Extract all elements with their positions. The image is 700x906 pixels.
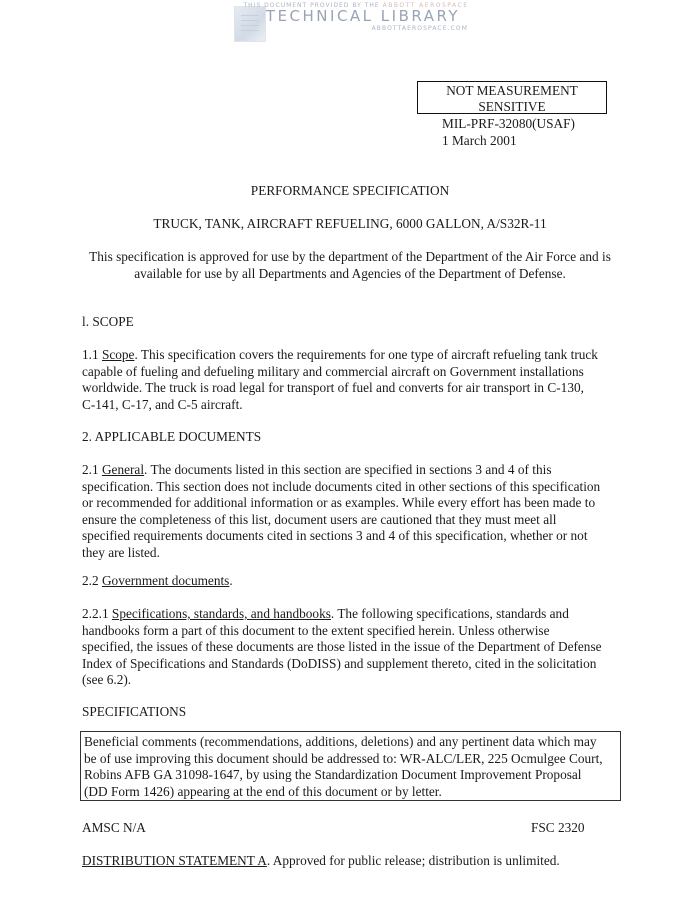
box-line-2: SENSITIVE [478, 99, 546, 114]
text-line: C-141, C-17, and C-5 aircraft. [82, 396, 243, 412]
text-line: be of use improving this document should be addressed to: WR-ALC/LER, 225 Ocmulgee Court, [84, 750, 603, 766]
text-line: Beneficial comments (recommendations, additions, deletions) and any pertinent data which may [84, 734, 597, 749]
text-line: specified, the issues of these documents are those listed in the issue of the Department of Defense [82, 639, 602, 655]
text-line: . This specification covers the requirements for one type of aircraft refueling tank truck [134, 347, 598, 362]
watermark-url: ABBOTTAEROSPACE.COM [371, 25, 468, 32]
text-line: capable of fueling and defueling military and commercial aircraft on Government installations [82, 363, 584, 379]
doc-id: MIL-PRF-32080(USAF) [442, 116, 575, 131]
section-title: General [101, 462, 145, 477]
text-line: Robins AFB GA 31098-1647, by using the Standardization Document Improvement Proposal [84, 767, 582, 783]
text-line: specified requirements documents cited in sections 3 and 4 of this specification, whether or not [82, 528, 588, 544]
item-title: TRUCK, TANK, AIRCRAFT REFUELING, 6000 GALLON, A/S32R-11 [153, 216, 547, 231]
box-line-1: NOT MEASUREMENT [446, 83, 578, 98]
section-2-2-1 [82, 606, 622, 689]
section-number: 2.1 [82, 462, 102, 477]
amsc-code: AMSC N/A [82, 820, 146, 835]
approval-line-2: available for use by all Departments and Agencies of the Department of Defense. [134, 265, 566, 281]
not-measurement-sensitive-box [417, 81, 607, 114]
text-line: (see 6.2). [82, 672, 132, 688]
text-line: Index of Specifications and Standards (DoDISS) and supplement thereto, cited in the solicitation [82, 655, 597, 671]
distribution-statement [82, 853, 622, 870]
specifications-heading: SPECIFICATIONS [82, 704, 187, 719]
text-line: (DD Form 1426) appearing at the end of this document or by letter. [84, 783, 442, 799]
spec-type-title: PERFORMANCE SPECIFICATION [250, 183, 450, 198]
text-line: worldwide. The truck is road legal for transport of fuel and converts for air transport in C-130, [82, 380, 584, 396]
section-title: Government documents [101, 573, 230, 588]
approval-line-1: This specification is approved for use by the department of the Department of the Air Force and is [89, 249, 611, 264]
section-title: Scope [101, 347, 135, 362]
abbott-watermark [232, 1, 472, 41]
section-2-2 [82, 573, 622, 590]
fsc-code: FSC 2320 [531, 820, 585, 835]
document-identifier [442, 115, 575, 149]
section-2-1 [82, 462, 622, 562]
section-1-heading: l. SCOPE [82, 314, 134, 329]
section-number: 2.2.1 [82, 606, 112, 621]
comments-box [80, 731, 621, 801]
section-number: 1.1 [82, 347, 102, 362]
text-line: . [229, 573, 233, 588]
section-2-heading: 2. APPLICABLE DOCUMENTS [82, 429, 262, 444]
distribution-text: . Approved for public release; distribution is unlimited. [266, 853, 560, 868]
text-line: . The documents listed in this section are specified in sections 3 and 4 of this [144, 462, 552, 477]
distribution-title: DISTRIBUTION STATEMENT A [82, 853, 267, 868]
text-line: specification. This section does not include documents cited in other sections of this specification [82, 478, 601, 494]
watermark-prefix: THIS DOCUMENT PROVIDED BY THE [243, 2, 380, 9]
text-line: or recommended for additional information or as examples. While every effort has been made to [82, 495, 596, 511]
text-line: ensure the completeness of this list, document users are cautioned that they must meet all [82, 511, 557, 527]
doc-date: 1 March 2001 [442, 133, 517, 148]
text-line: . The following specifications, standards and [330, 606, 569, 621]
approval-statement [0, 249, 700, 282]
text-line: they are listed. [82, 544, 160, 560]
watermark-title: TECHNICAL LIBRARY [265, 7, 461, 25]
section-number: 2.2 [82, 573, 102, 588]
watermark-brand: ABBOTT AEROSPACE [382, 2, 469, 9]
text-line: handbooks form a part of this document to the extent specified herein. Unless otherwise [82, 622, 550, 638]
section-1-1 [82, 347, 622, 413]
section-title: Specifications, standards, and handbooks [111, 606, 331, 621]
